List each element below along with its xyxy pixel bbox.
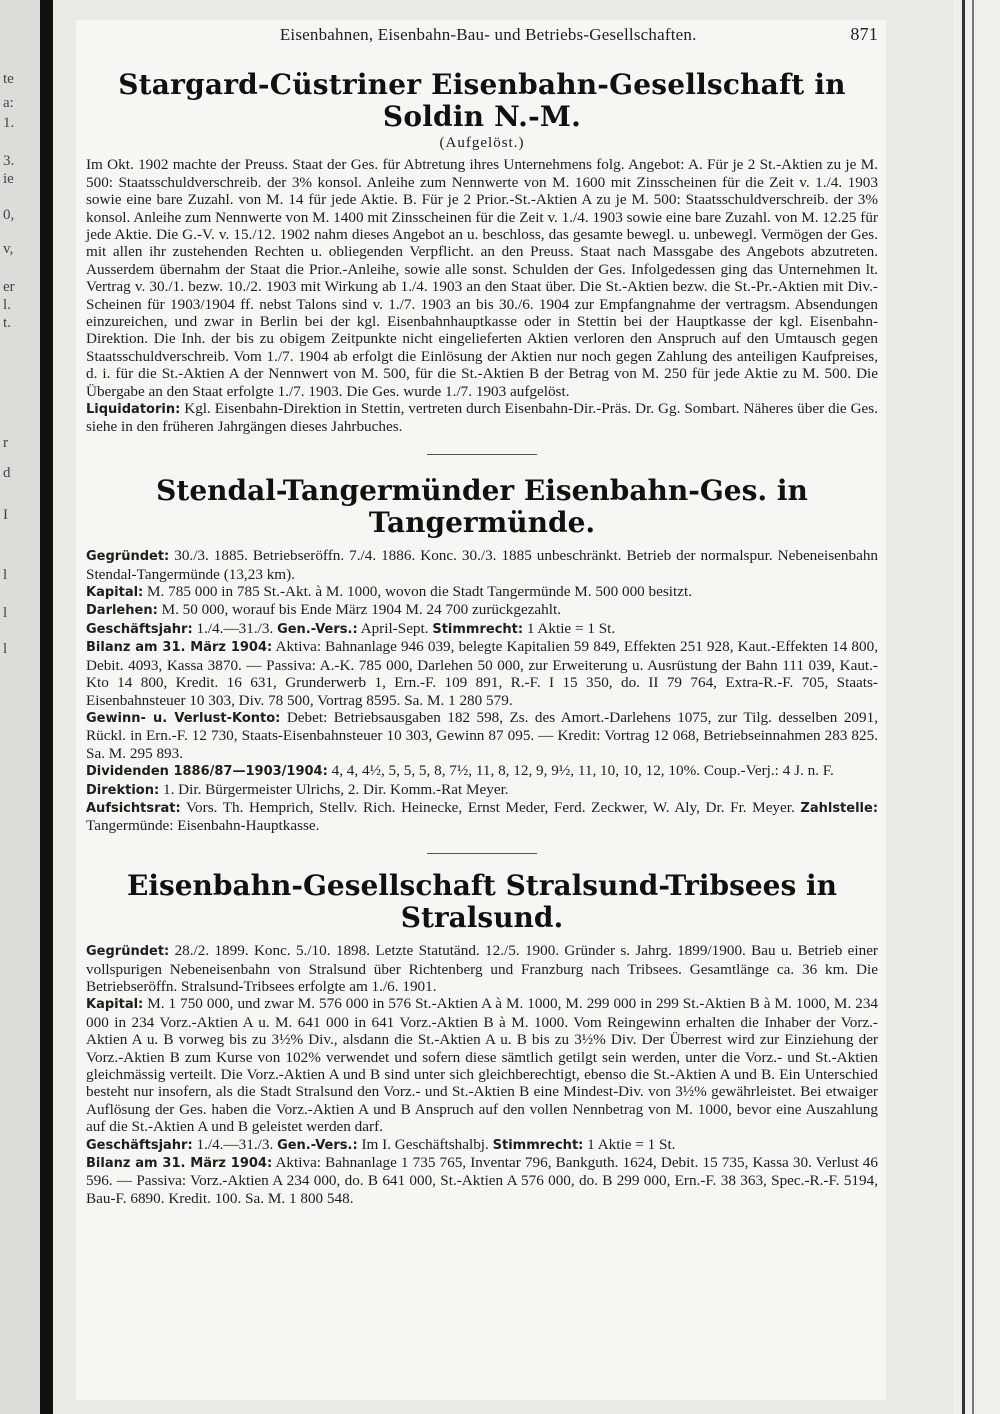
running-header	[86, 24, 878, 45]
company-title: Eisenbahn-Gesellschaft Stralsund-Tribsees in Stralsund.	[127, 868, 837, 934]
field-value: 1./4.—31./3.	[196, 619, 274, 637]
capital-paragraph	[86, 995, 878, 1135]
facing-page-strip	[0, 0, 40, 1414]
dividends-paragraph	[86, 762, 878, 780]
field-label: Bilanz am 31. März 1904:	[86, 640, 273, 656]
field-value: 1./4.—31./3.	[196, 1135, 274, 1153]
field-label: Geschäftsjahr:	[86, 1137, 193, 1153]
field-label: Aufsichtsrat:	[86, 800, 181, 816]
field-label: Zahlstelle:	[800, 800, 879, 816]
page-number: 871	[850, 24, 878, 44]
liquidator-paragraph	[86, 400, 878, 436]
strip-fragment: er	[3, 279, 15, 295]
field-label: Geschäftsjahr:	[86, 621, 193, 637]
strip-fragment: ie	[3, 171, 14, 187]
field-value: Aktiva: Bahnanlage 946 039, belegte Kapitalien 59 849, Effekten 251 928, Kaut.-Effekten 14 800, Debit. 4093, Kassa 3870. — Passiva: A.-K. 785 000, Darlehen 50 000, zur Erweiterung u. Ausrüstung der Bahn 111 039, Kaut.-Kto 14 800, Kredit. 16 631, Grunderwerb 1, Ern.-F. 109 891, R.-F. I 15 350, do. II 79 764, Extra-R.-F. 705, Staats-Eisenbahnsteuer 10 303, Div. 78 500, Vortrag 8595. Sa. M. 1 280 579.	[86, 638, 878, 709]
founded-paragraph	[86, 547, 878, 583]
company-title: Stargard-Cüstriner Eisenbahn-Gesellschaft in Soldin N.-M.	[118, 68, 846, 134]
field-label: Gegründet:	[86, 549, 170, 565]
body-paragraph	[86, 156, 878, 400]
company-title: Stendal-Tangermünder Eisenbahn-Ges. in Tangermünde.	[156, 473, 808, 540]
founded-paragraph	[86, 942, 878, 995]
field-label: Liquidatorin:	[86, 402, 181, 418]
field-value: Tangermünde: Eisenbahn-Hauptkasse.	[86, 817, 320, 835]
strip-fragment: te	[3, 71, 14, 87]
field-label: Gewinn- u. Verlust-Konto:	[86, 710, 281, 726]
field-value: Aktiva: Bahnanlage 1 735 765, Inventar 796, Bankguth. 1624, Debit. 15 735, Kassa 30. Verlust 46 596. — Passiva: Vorz.-Aktien A 234 000, do. B 641 000, St.-Aktien A 576 000, do. B 299 000, Ern.-F. 38 363, Spec.-R.-F. 5194, Bau-F. 6890. Kredit. 100. Sa. M. 1 800 548.	[86, 1154, 878, 1207]
paragraph-text: Im Okt. 1902 machte der Preuss. Staat der Ges. für Abtretung ihres Unternehmens folg. Angebot: A. Für je 2 St.-Aktien zu je M. 500: Staatsschuldverschreib. der 3% konsol. Anleihe zum Nennwerte von M. 1600 mit Zinsscheinen für die Zeit v. 1./4. 1903 sowie eine bare Zuzahl. von M. 14 für jede Aktie. B. Für je 2 Prior.-St.-Aktien A zu je M. 500: Staatsschuldverschreib. der 3% konsol. Anleihe zum Nennwerte von M. 1400 mit Zinsscheinen für die Zeit v. 1./4. 1903 sowie eine bare Zuzahl. von M. 12.25 für jede Aktie. Die G.-V. v. 15./12. 1902 nahm dieses Angebot an u. beschloss, das gesamte bewegl. u. unbewegl. Vermögen der Ges. mit allen ihr zustehenden Rechten u. obliegenden Verpflicht. an den Preuss. Staat nach Massgabe des Angebots abzutreten. Ausserdem übernahm der Staat die Prior.-Anleihe, sowie alle sonst. Schulden der Ges. Infolgedessen ging das Unternehmen lt. Vertrag v. 30./1. bezw. 10./2. 1903 mit Wirkung ab 1./4. 1903 an den Staat über. Die St.-Aktien bezw. die St.-Pr.-Aktien mit Div.-Scheinen für 1903/1904 ff. nebst Talons sind v. 1./7. 1903 an bis 30./6. 1904 zur Empfangnahme der vertragsm. Absendungen einzureichen, und zwar in Berlin bei der kgl. Eisenbahnhauptkasse oder in Stettin bei der Hauptkasse der kgl. Eisenbahn-Direktion. Die Inh. der bis zu obigem Zeitpunkte nicht eingelieferten Aktien verloren den Anspruch auf den Umtausch gegen Staatsschuldverschreib. Vom 1./7. 1904 ab erfolgt die Einlösung der Aktien nur noch gegen Zahlung des anteiligen Kaufpreises, d. i. für die St.-Aktien A der Nennwert von M. 500, für die St.-Aktien B der Betrag von M. 250 für jede Aktie zu M. 500. Die Übergabe an den Staat erfolgte 1./7. 1903. Die Ges. wurde 1./7. 1903 aufgelöst.	[86, 156, 878, 400]
field-label: Kapital:	[86, 997, 144, 1013]
field-value: 1. Dir. Bürgermeister Ulrichs, 2. Dir. Komm.-Rat Meyer.	[162, 780, 509, 798]
balance-paragraph	[86, 1154, 878, 1207]
balance-paragraph	[86, 638, 878, 709]
field-value: 30./3. 1885. Betriebseröffn. 7./4. 1886. Konc. 30./3. 1885 unbeschränkt. Betrieb der normalspur. Nebeneisenbahn Stendal-Tangermünde (13,23 km).	[86, 547, 879, 583]
strip-fragment: r	[3, 435, 8, 451]
strip-fragment: 0,	[3, 207, 15, 223]
field-value: Debet: Betriebsausgaben 182 598, Zs. des Amort.-Darlehens 1075, zur Tilg. desselben 2091, Rückl. in Ern.-F. 12 730, Staats-Eisenbahnsteuer 10 303, Gewinn 87 095. — Kredit: Vortrag 12 068, Betriebseinnahmen 283 825. Sa. M. 295 893.	[86, 708, 878, 762]
field-label: Gegründet:	[86, 944, 170, 960]
field-label: Bilanz am 31. März 1904:	[86, 1156, 273, 1171]
section-divider	[427, 853, 537, 854]
page-content	[86, 20, 878, 1207]
field-value: 1 Aktie = 1 St.	[526, 619, 616, 637]
field-label: Stimmrecht:	[492, 1137, 584, 1153]
board-paragraph	[86, 799, 878, 835]
strip-fragment: a:	[3, 95, 14, 111]
strip-fragment: l	[3, 605, 8, 621]
field-label: Gen.-Vers.:	[277, 621, 358, 637]
fiscal-year-paragraph	[86, 620, 878, 638]
profit-loss-paragraph	[86, 709, 878, 762]
strip-fragment: 3.	[3, 153, 15, 169]
book-binding-shadow	[40, 0, 53, 1414]
management-paragraph	[86, 781, 878, 799]
strip-fragment: I	[3, 507, 8, 523]
fiscal-year-paragraph	[86, 1136, 878, 1154]
strip-fragment: 1.	[3, 115, 15, 131]
loan-paragraph	[86, 601, 878, 619]
section-divider	[427, 454, 537, 455]
field-value: M. 1 750 000, und zwar M. 576 000 in 576 St.-Aktien A à M. 1000, M. 299 000 in 299 St.-Aktien B à M. 1000, M. 234 000 in 234 Vorz.-Aktien A u. M. 641 000 in 641 Vorz.-Aktien B à M. 1000. Vom Reingewinn erhalten die Inhaber der Vorz.-Aktien A u. B vorweg bis zu 3½% Div., alsdann die St.-Aktien A u. B bis zu 3½% Div. Der Überrest wird zur Einziehung der Vorz.-Aktien B zum Kurse von 102% verwendet und sofern diese sämtlich getilgt sein werden, unter die Vorz.- und St.-Aktien gleichmässig verteilt. Die Vorz.-Aktien A und B sind unter sich gleichberechtigt, ebenso die St.-Aktien A und B. Ein Unterschied besteht nur insofern, als die Stadt Stralsund den Vorz.- und St.-Aktien B eine Mindest-Div. von 3½% gewährleistet. Bei etwaiger Auflösung der Ges. haben die Vorz.-Aktien A und B Anspruch auf den vollen Nennbetrag von M. 1000, bevor eine Auszahlung auf die St.-Aktien A und B geleistet werden darf.	[86, 995, 879, 1136]
field-value: April-Sept.	[360, 619, 429, 637]
field-label: Direktion:	[86, 782, 160, 798]
strip-fragment: v,	[3, 241, 14, 257]
page-edge	[954, 0, 1000, 1414]
field-label: Stimmrecht:	[432, 621, 524, 637]
field-label: Darlehen:	[86, 603, 158, 619]
field-value: M. 50 000, worauf bis Ende März 1904 M. 24 700 zurückgezahlt.	[161, 601, 562, 619]
field-value: 28./2. 1899. Konc. 5./10. 1898. Letzte Statutänd. 12./5. 1900. Gründer s. Jahrg. 1899/1900. Bau u. Betrieb einer vollspurigen Nebeneisenbahn von Stralsund über Richtenberg und Franzburg nach Tribsees. Gesamtlänge ca. 36 km. Die Betriebseröffn. Stralsund-Tribsees erfolgte am 1./6. 1901.	[86, 942, 878, 995]
field-value: Kgl. Eisenbahn-Direktion in Stettin, vertreten durch Eisenbahn-Dir.-Präs. Dr. Gg. Sombart. Näheres über die Ges. siehe in den früheren Jahrgängen dieses Jahrbuches.	[86, 400, 878, 436]
strip-fragment: t.	[3, 315, 11, 331]
strip-fragment: d	[3, 465, 11, 481]
field-value: Vors. Th. Hemprich, Stellv. Rich. Heinecke, Ernst Meder, Ferd. Zeckwer, W. Aly, Dr. Fr. Meyer.	[186, 798, 795, 816]
field-value: 4, 4, 4½, 5, 5, 5, 8, 7½, 11, 8, 12, 9, 9½, 11, 10, 10, 12, 10%. Coup.-Verj.: 4 J. n. F.	[331, 762, 834, 780]
capital-paragraph	[86, 583, 878, 601]
running-title: Eisenbahnen, Eisenbahn-Bau- und Betriebs-Gesellschaften.	[279, 25, 697, 44]
field-value: M. 785 000 in 785 St.-Akt. à M. 1000, wovon die Stadt Tangermünde M. 500 000 besitzt.	[147, 583, 692, 601]
field-label: Dividenden 1886/87—1903/1904:	[86, 764, 328, 780]
field-label: Kapital:	[86, 585, 144, 601]
field-value: Im I. Geschäftshalbj.	[361, 1135, 489, 1153]
strip-fragment: l.	[3, 297, 11, 313]
strip-fragment: l	[3, 641, 8, 657]
company-status: (Aufgelöst.)	[439, 135, 525, 152]
field-value: 1 Aktie = 1 St.	[587, 1135, 676, 1153]
field-label: Gen.-Vers.:	[277, 1137, 358, 1153]
strip-fragment: l	[3, 567, 8, 583]
document-page	[76, 20, 886, 1400]
